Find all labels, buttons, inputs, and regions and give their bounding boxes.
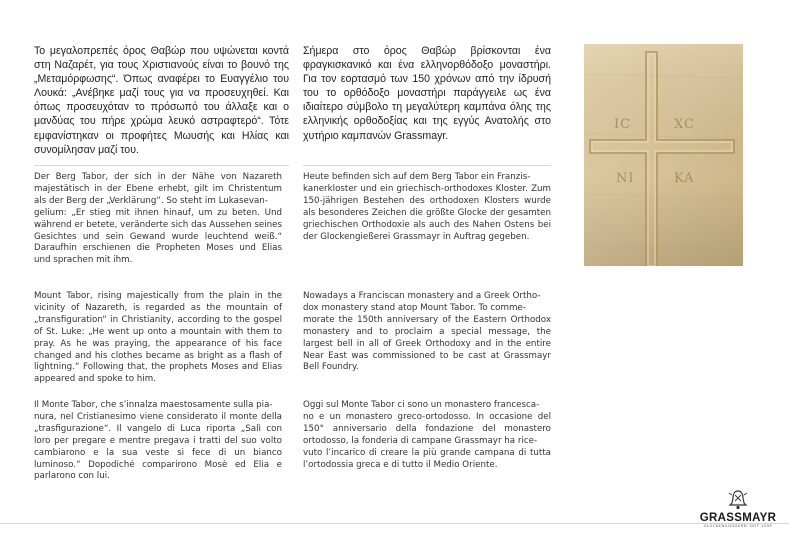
german-paragraph-right [303,172,551,243]
english-text-right: Nowadays a Franciscan monastery and a Greek Ortho- dox monastery stand atop Mount Tabor. To comme- morate the 150th anniversary of the Eastern Orthodox monastery and to proclaim a special message, the largest bell in all of Greek Orthodoxy and in the entire Near East was commissioned to be cast at Grassmayr Bell Foundry. [303,291,551,373]
greek-intro-left [34,44,289,157]
italian-text-left: Il Monte Tabor, che s’innalza maestosamente sulla pia- nura, nel Cristianesimo viene considerato il monte della „trasfigurazione“. Il vangelo di Luca riporta „Salì con loro per pregare e mentre pregava i tratti del suo volto cambiarono e la sua veste si fece di un bianco luminoso.“ Dopodiché comparirono Mosè ed Elia e parlarono con lui. [34,400,282,482]
inscription-xc: XC [674,117,695,132]
grassmayr-logo [698,489,778,537]
divider-left [34,165,289,166]
logo-tagline: GLOCKENGIESSEREI SEIT 1599 [703,524,773,528]
footer-rule [0,523,789,524]
italian-text-right: Oggi sul Monte Tabor ci sono un monastero francesca- no e un monastero greco-ortodosso. In occasione del 150° anniversario della fondazione del monastero ortodosso, la fonderia di campane Grassmayr ha rice- vuto l’incarico di creare la più grande campana di tutta l’ortodossia greca e di tutto il Medio Oriente. [303,400,551,470]
logo-wordmark: GRASSMAYR [699,512,777,524]
inscription-ic: IC [614,117,632,132]
german-paragraph-left [34,172,282,267]
german-text-right: Heute befinden sich auf dem Berg Tabor ein Franzis- kanerkloster und ein griechisch-orthodoxes Kloster. Zum 150-jährigen Bestehen des orthodoxen Klosters wurde als besonderes Zeichen die größte Glocke der gesamten griechischen Orthodoxie als auch des Nahen Ostens bei der Glockengießerei Grassmayr in Auftrag gegeben. [303,172,551,242]
inscription-ka: KA [674,171,695,186]
english-paragraph-right [303,291,551,374]
inscription-ni: NI [616,171,635,186]
italian-paragraph-left [34,400,282,483]
italian-paragraph-right [303,400,551,471]
divider-right [303,165,551,166]
bell-cross-photo [584,44,743,266]
greek-intro-right [303,44,551,143]
bell-crest-icon [727,489,749,511]
german-text-left: Der Berg Tabor, der sich in der Nähe von Nazareth majestätisch in der Ebene erhebt, gilt im Christentum als der Berg der „Verklärung“. So steht im Lukasevan- gelium: „Er stieg mit ihnen hinauf, um zu beten. Und während er betete, veränderte sich das Aussehen seines Gesichtes und sein Gewand wurde leuchtend weiß.“ Daraufhin erschienen die Propheten Moses und Elias und sprachen mit ihm. [34,172,282,266]
engraved-cross-image [584,44,743,266]
greek-text-left: Το μεγαλοπρεπές όρος Θαβώρ που υψώνεται κοντά στη Ναζαρέτ, για τους Χριστιανούς είναι το βουνό της „Μεταμόρφωσης“. Όπως αναφέρει το Ευαγγέλιο του Λουκά: „Ανέβηκε μαζί τους για να προσευχηθεί. Και όπως προσευχόταν το πρόσωπό του άλλαξε και ο μανδύας του πήρε χρώμα λευκό αστραφτερό“. Τότε εμφανίστηκαν οι προφήτες Μωυσής και Ηλίας και συνομίλησαν μαζί του. [34,45,289,156]
english-paragraph-left [34,291,282,386]
english-text-left: Mount Tabor, rising majestically from the plain in the vicinity of Nazareth, is regarded as the mountain of „transfiguration“ in Christianity, according to the gospel of St. Luke: „He went up onto a mountain with them to pray. As he was praying, the appearance of his face changed and his clothes became as bright as a flash of lightning.“ Following that, the prophets Moses and Elias appeared and spoke to him. [34,291,282,385]
greek-text-right: Σήμερα στο όρος Θαβώρ βρίσκονται ένα φραγκισκανικό και ένα ελληνορθόδοξο μοναστήρι. Για τον εορτασμό των 150 χρόνων από την ίδρυσή του το ορθόδοξο μοναστήρι παράγγειλε ως ένα ιδιαίτερο σύμβολο τη μεγαλύτερη καμπάνα όλης της ελληνικής ορθοδοξίας και της εγγύς Ανατολής στο χυτήριο καμπανών Grassmayr. [303,45,551,142]
